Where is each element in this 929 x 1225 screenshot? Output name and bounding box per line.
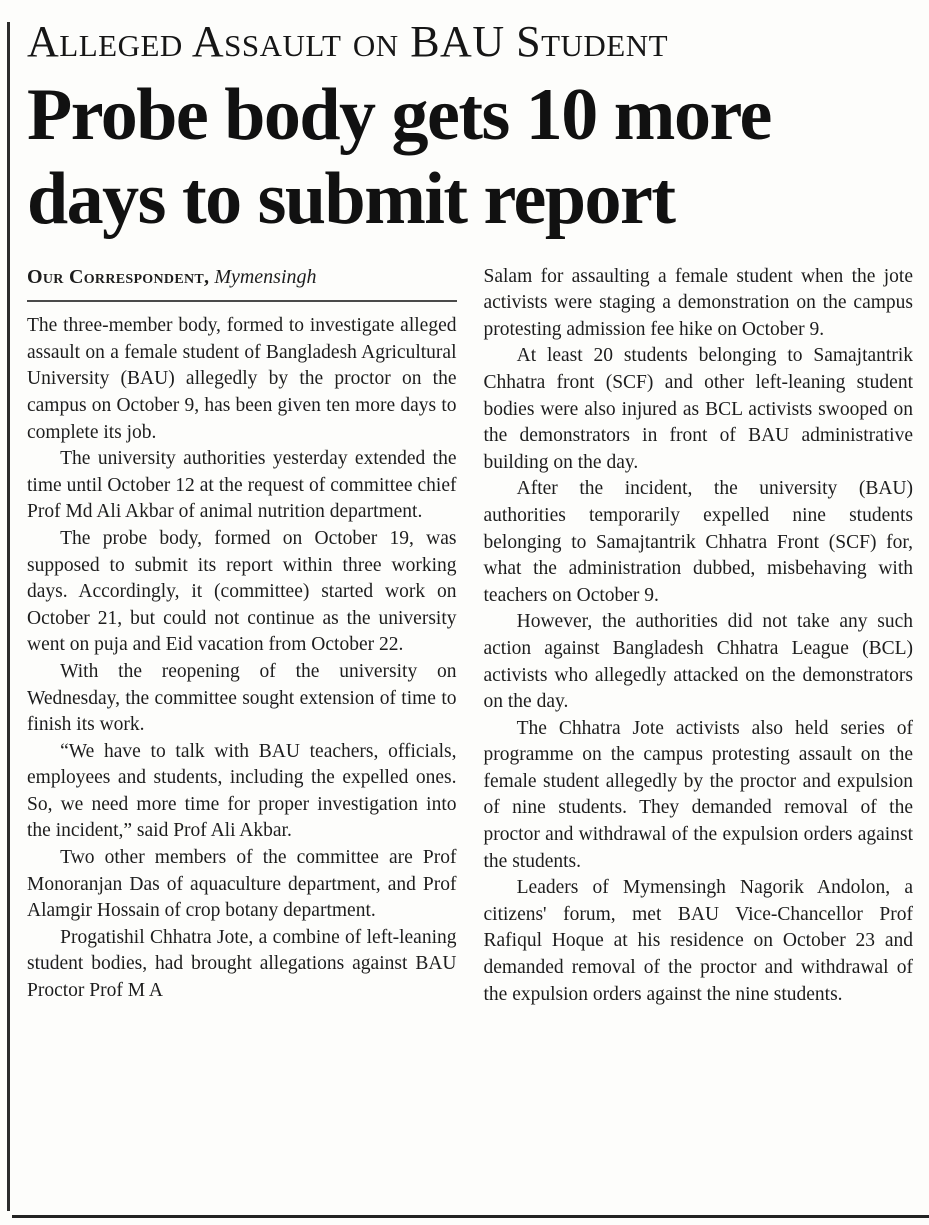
article-paragraph: Two other members of the committee are Prof Monoranjan Das of aquaculture department, and Prof Alamgir Hossain of crop botany department. (27, 847, 457, 922)
article-kicker: Alleged Assault on BAU Student (27, 17, 669, 66)
article-paragraph: The university authorities yesterday extended the time until October 12 at the request of committee chief Prof Md Ali Akbar of animal nutrition department. (27, 448, 457, 523)
article-paragraph: After the incident, the university (BAU) authorities temporarily expelled nine students belonging to Samajtantrik Chhatra Front (SCF) for, what the administration dubbed, misbehaving with teachers on October 9. (483, 478, 913, 606)
article-paragraph: “We have to talk with BAU teachers, officials, employees and students, including the expelled ones. So, we need more time for proper investigation into the incident,” said Prof Ali Akbar. (27, 740, 457, 842)
article-paragraph: However, the authorities did not take any such action against Bangladesh Chhatra League (BCL) activists who allegedly attacked on the demonstrators on the day. (483, 611, 913, 713)
column-left (27, 264, 457, 1009)
byline-author: Our Correspondent, (27, 265, 210, 288)
article-paragraph: Leaders of Mymensingh Nagorik Andolon, a citizens' forum, met BAU Vice-Chancellor Prof Rafiqul Hoque at his residence on October 23 and demanded removal of the proctor and withdrawal of the expulsion orders against the nine students. (483, 877, 913, 1005)
article-paragraph: With the reopening of the university on Wednesday, the committee sought extension of time to finish its work. (27, 660, 457, 736)
article-paragraph: The Chhatra Jote activists also held series of programme on the campus protesting assault on the female student allegedly by the proctor and expulsion of nine students. They demanded removal of the proctor and withdrawal of the expulsion orders against the students. (483, 717, 913, 872)
article-headline: Probe body gets 10 more days to submit report (27, 74, 771, 240)
article-paragraph: The probe body, formed on October 19, was supposed to submit its report within three working days. Accordingly, it (committee) started work on October 21, but could not continue as the university went on puja and Eid vacation from October 22. (27, 527, 457, 656)
column-right (484, 264, 914, 1009)
article-paragraph: Progatishil Chhatra Jote, a combine of left-leaning student bodies, had brought allegations against BAU Proctor Prof M A (27, 926, 457, 1002)
article-paragraph: The three-member body, formed to investigate alleged assault on a female student of Bangladesh Agricultural University (BAU) allegedly by the proctor on the campus on October 9, has been given ten more days to complete its job. (27, 315, 457, 443)
byline-location: Mymensingh (214, 265, 317, 288)
left-vertical-rule (7, 22, 10, 1211)
byline (27, 264, 457, 295)
bottom-rule (12, 1215, 929, 1218)
article-paragraph: Salam for assaulting a female student when the jote activists were staging a demonstration on the campus protesting admission fee hike on October 9. (483, 265, 913, 340)
article-body (27, 264, 913, 1009)
article-paragraph: At least 20 students belonging to Samajtantrik Chhatra front (SCF) and other left-leaning student bodies were also injured as BCL activists swooped on the demonstrators in front of BAU administrative building on the day. (483, 345, 913, 473)
byline-rule (27, 300, 457, 302)
